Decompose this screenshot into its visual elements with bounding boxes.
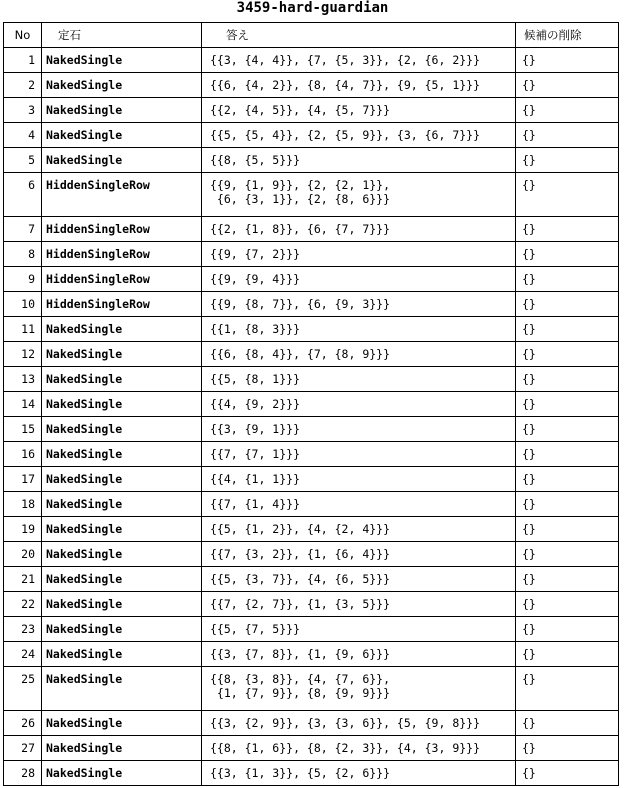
row-answer: {{6, {8, 4}}, {7, {8, 9}}} [202,342,516,367]
row-technique: NakedSingle [42,617,202,642]
row-elimination: {} [516,592,619,617]
row-technique: NakedSingle [42,642,202,667]
header-row [4,23,619,48]
row-elimination: {} [516,542,619,567]
table-row [4,342,619,367]
table-row [4,492,619,517]
page-title: 3459-hard-guardian [236,0,389,16]
row-elimination: {} [516,392,619,417]
row-answer: {{3, {2, 9}}, {3, {3, 6}}, {5, {9, 8}}} [202,711,516,736]
row-number: 26 [4,711,42,736]
table-row [4,267,619,292]
table-row [4,761,619,786]
table-row [4,642,619,667]
row-number: 25 [4,667,42,711]
row-technique: HiddenSingleRow [42,217,202,242]
row-number: 2 [4,73,42,98]
row-technique: NakedSingle [42,98,202,123]
table-row [4,467,619,492]
table-row [4,617,619,642]
table-row [4,292,619,317]
row-number: 21 [4,567,42,592]
row-elimination: {} [516,467,619,492]
row-elimination: {} [516,98,619,123]
row-technique: NakedSingle [42,48,202,73]
row-answer: {{1, {8, 3}}} [202,317,516,342]
row-elimination: {} [516,492,619,517]
row-technique: NakedSingle [42,148,202,173]
row-elimination: {} [516,442,619,467]
row-technique: NakedSingle [42,367,202,392]
row-answer: {{9, {8, 7}}, {6, {9, 3}}} [202,292,516,317]
table-row [4,148,619,173]
row-technique: HiddenSingleRow [42,242,202,267]
table-row [4,667,619,711]
row-number: 12 [4,342,42,367]
row-elimination: {} [516,217,619,242]
row-elimination: {} [516,148,619,173]
table-row [4,367,619,392]
row-elimination: {} [516,617,619,642]
row-technique: NakedSingle [42,73,202,98]
row-elimination: {} [516,517,619,542]
row-number: 1 [4,48,42,73]
row-answer: {{9, {9, 4}}} [202,267,516,292]
row-technique: NakedSingle [42,667,202,711]
row-answer: {{5, {1, 2}}, {4, {2, 4}}} [202,517,516,542]
header-technique: 定石 [42,23,202,48]
row-number: 17 [4,467,42,492]
row-technique: NakedSingle [42,392,202,417]
row-answer: {{7, {7, 1}}} [202,442,516,467]
row-answer: {{3, {4, 4}}, {7, {5, 3}}, {2, {6, 2}}} [202,48,516,73]
row-elimination: {} [516,342,619,367]
row-number: 24 [4,642,42,667]
row-answer: {{5, {8, 1}}} [202,367,516,392]
row-technique: HiddenSingleRow [42,173,202,217]
row-elimination: {} [516,292,619,317]
row-elimination: {} [516,761,619,786]
row-number: 18 [4,492,42,517]
row-number: 22 [4,592,42,617]
table-row [4,392,619,417]
header-no: No [4,23,42,48]
row-number: 6 [4,173,42,217]
row-answer: {{4, {9, 2}}} [202,392,516,417]
solution-table [3,22,619,786]
row-technique: NakedSingle [42,467,202,492]
row-elimination: {} [516,417,619,442]
row-number: 14 [4,392,42,417]
row-number: 4 [4,123,42,148]
row-number: 27 [4,736,42,761]
row-answer: {{3, {9, 1}}} [202,417,516,442]
row-elimination: {} [516,711,619,736]
row-answer: {{2, {4, 5}}, {4, {5, 7}}} [202,98,516,123]
row-technique: NakedSingle [42,761,202,786]
header-elimination: 候補の削除 [516,23,619,48]
row-number: 20 [4,542,42,567]
row-number: 8 [4,242,42,267]
row-elimination: {} [516,173,619,217]
table-row [4,442,619,467]
table-row [4,542,619,567]
row-technique: NakedSingle [42,542,202,567]
table-row [4,417,619,442]
row-technique: NakedSingle [42,567,202,592]
row-technique: NakedSingle [42,736,202,761]
table-row [4,711,619,736]
row-elimination: {} [516,242,619,267]
row-answer: {{4, {1, 1}}} [202,467,516,492]
table-row [4,48,619,73]
row-technique: NakedSingle [42,711,202,736]
row-elimination: {} [516,736,619,761]
table-row [4,98,619,123]
row-number: 28 [4,761,42,786]
row-elimination: {} [516,48,619,73]
table-row [4,592,619,617]
row-elimination: {} [516,317,619,342]
row-answer: {{7, {1, 4}}} [202,492,516,517]
table-row [4,242,619,267]
row-elimination: {} [516,123,619,148]
row-number: 3 [4,98,42,123]
row-answer: {{7, {2, 7}}, {1, {3, 5}}} [202,592,516,617]
row-answer: {{6, {4, 2}}, {8, {4, 7}}, {9, {5, 1}}} [202,73,516,98]
row-technique: NakedSingle [42,123,202,148]
row-technique: NakedSingle [42,417,202,442]
row-technique: NakedSingle [42,492,202,517]
table-row [4,173,619,217]
row-elimination: {} [516,73,619,98]
row-answer: {{8, {1, 6}}, {8, {2, 3}}, {4, {3, 9}}} [202,736,516,761]
row-number: 9 [4,267,42,292]
row-answer: {{5, {5, 4}}, {2, {5, 9}}, {3, {6, 7}}} [202,123,516,148]
row-answer: {{3, {1, 3}}, {5, {2, 6}}} [202,761,516,786]
row-number: 5 [4,148,42,173]
row-answer: {{8, {5, 5}}} [202,148,516,173]
row-answer: {{7, {3, 2}}, {1, {6, 4}}} [202,542,516,567]
row-elimination: {} [516,642,619,667]
table-row [4,73,619,98]
row-answer: {{5, {3, 7}}, {4, {6, 5}}} [202,567,516,592]
row-answer: {{8, {3, 8}}, {4, {7, 6}}, {1, {7, 9}}, {8, {9, 9}}} [202,667,516,711]
row-technique: NakedSingle [42,317,202,342]
row-number: 15 [4,417,42,442]
row-number: 16 [4,442,42,467]
row-elimination: {} [516,267,619,292]
table-row [4,317,619,342]
table-row [4,517,619,542]
row-number: 19 [4,517,42,542]
table-body [4,48,619,786]
row-technique: NakedSingle [42,517,202,542]
row-technique: NakedSingle [42,592,202,617]
table-row [4,217,619,242]
row-number: 10 [4,292,42,317]
table-row [4,123,619,148]
row-number: 13 [4,367,42,392]
row-number: 23 [4,617,42,642]
row-technique: HiddenSingleRow [42,292,202,317]
row-number: 11 [4,317,42,342]
row-elimination: {} [516,667,619,711]
row-technique: HiddenSingleRow [42,267,202,292]
row-elimination: {} [516,567,619,592]
row-answer: {{3, {7, 8}}, {1, {9, 6}}} [202,642,516,667]
row-answer: {{9, {7, 2}}} [202,242,516,267]
row-answer: {{9, {1, 9}}, {2, {2, 1}}, {6, {3, 1}}, {2, {8, 6}}} [202,173,516,217]
row-answer: {{5, {7, 5}}} [202,617,516,642]
row-elimination: {} [516,367,619,392]
header-answer: 答え [202,23,516,48]
table-row [4,567,619,592]
row-number: 7 [4,217,42,242]
row-technique: NakedSingle [42,342,202,367]
row-technique: NakedSingle [42,442,202,467]
table-row [4,736,619,761]
row-answer: {{2, {1, 8}}, {6, {7, 7}}} [202,217,516,242]
